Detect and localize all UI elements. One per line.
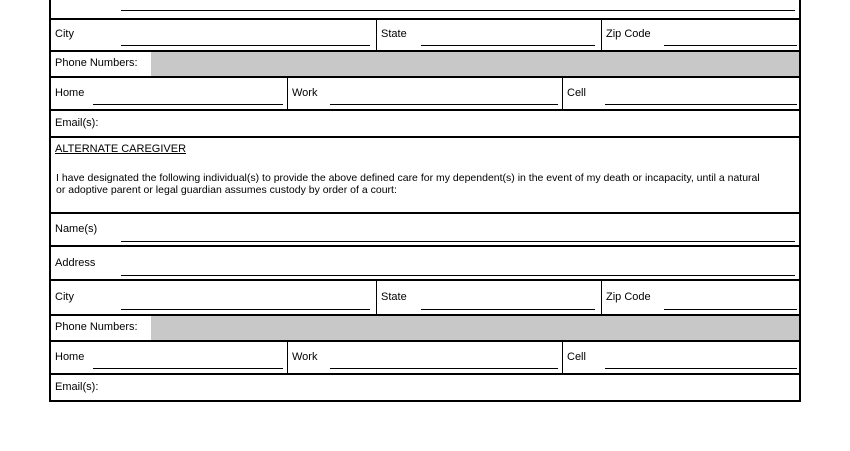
primary-address-label	[55, 0, 95, 1]
alternate-cell-label: Cell	[567, 351, 586, 363]
primary-city-state-zip-row	[49, 18, 801, 52]
alternate-home-cell	[51, 342, 287, 373]
alternate-caregiver-heading: ALTERNATE CAREGIVER	[55, 143, 187, 155]
alternate-home-field[interactable]	[93, 368, 283, 369]
alternate-phone-header-row	[49, 316, 801, 342]
primary-work-field[interactable]	[330, 104, 558, 105]
primary-work-cell	[287, 78, 562, 109]
primary-home-label: Home	[55, 87, 85, 99]
alternate-work-field[interactable]	[330, 368, 558, 369]
primary-state-field[interactable]	[421, 45, 595, 46]
primary-phones-row	[49, 78, 801, 111]
primary-zip-field[interactable]	[664, 45, 797, 46]
alternate-names-label: Name(s)	[55, 223, 98, 235]
alternate-home-label: Home	[55, 351, 85, 363]
alternate-cell-cell	[562, 342, 799, 373]
alternate-emails-row	[49, 375, 801, 402]
primary-address-row	[49, 0, 801, 20]
alternate-caregiver-paragraph: I have designated the following individual(s) to provide the above defined care for my dependent(s) in the event of my death or incapacity, until a natural or adoptive parent or legal guardian assumes custody by order of a court:	[56, 172, 760, 196]
primary-phone-header-row	[49, 52, 801, 78]
alternate-work-cell	[287, 342, 562, 373]
primary-cell-cell	[562, 78, 799, 109]
alternate-city-cell	[51, 281, 376, 314]
alternate-zip-label: Zip Code	[606, 291, 651, 303]
alternate-names-row	[49, 214, 801, 247]
alternate-state-label: State	[381, 291, 407, 303]
alternate-caregiver-section	[49, 138, 801, 214]
alternate-phones-row	[49, 342, 801, 375]
alternate-work-label: Work	[292, 351, 318, 363]
alternate-address-label: Address	[55, 257, 96, 269]
alternate-address-field[interactable]	[121, 275, 795, 276]
alternate-state-field[interactable]	[421, 309, 595, 310]
primary-cell-field[interactable]	[605, 104, 797, 105]
primary-state-label: State	[381, 28, 407, 40]
primary-phone-numbers-label: Phone Numbers:	[55, 57, 138, 69]
alternate-city-field[interactable]	[121, 309, 370, 310]
primary-city-field[interactable]	[121, 45, 370, 46]
primary-home-cell	[51, 78, 287, 109]
alternate-phone-shaded-area	[151, 316, 799, 340]
alternate-state-cell	[376, 281, 601, 314]
primary-phone-shaded-area	[151, 52, 799, 76]
primary-zip-label: Zip Code	[606, 28, 651, 40]
primary-address-field[interactable]	[121, 10, 795, 11]
alternate-emails-label: Email(s):	[55, 381, 99, 393]
primary-state-cell	[376, 18, 601, 50]
primary-city-label: City	[55, 28, 74, 40]
alternate-address-row	[49, 247, 801, 281]
alternate-phone-numbers-label: Phone Numbers:	[55, 321, 138, 333]
primary-emails-row	[49, 111, 801, 138]
alternate-names-field[interactable]	[121, 241, 795, 242]
primary-city-cell	[51, 18, 376, 50]
alternate-city-state-zip-row	[49, 281, 801, 316]
primary-home-field[interactable]	[93, 104, 283, 105]
alternate-zip-field[interactable]	[664, 309, 797, 310]
primary-zip-cell	[601, 18, 799, 50]
primary-emails-label: Email(s):	[55, 117, 99, 129]
alternate-cell-field[interactable]	[605, 368, 797, 369]
primary-cell-label: Cell	[567, 87, 586, 99]
alternate-zip-cell	[601, 281, 799, 314]
primary-work-label: Work	[292, 87, 318, 99]
alternate-city-label: City	[55, 291, 74, 303]
